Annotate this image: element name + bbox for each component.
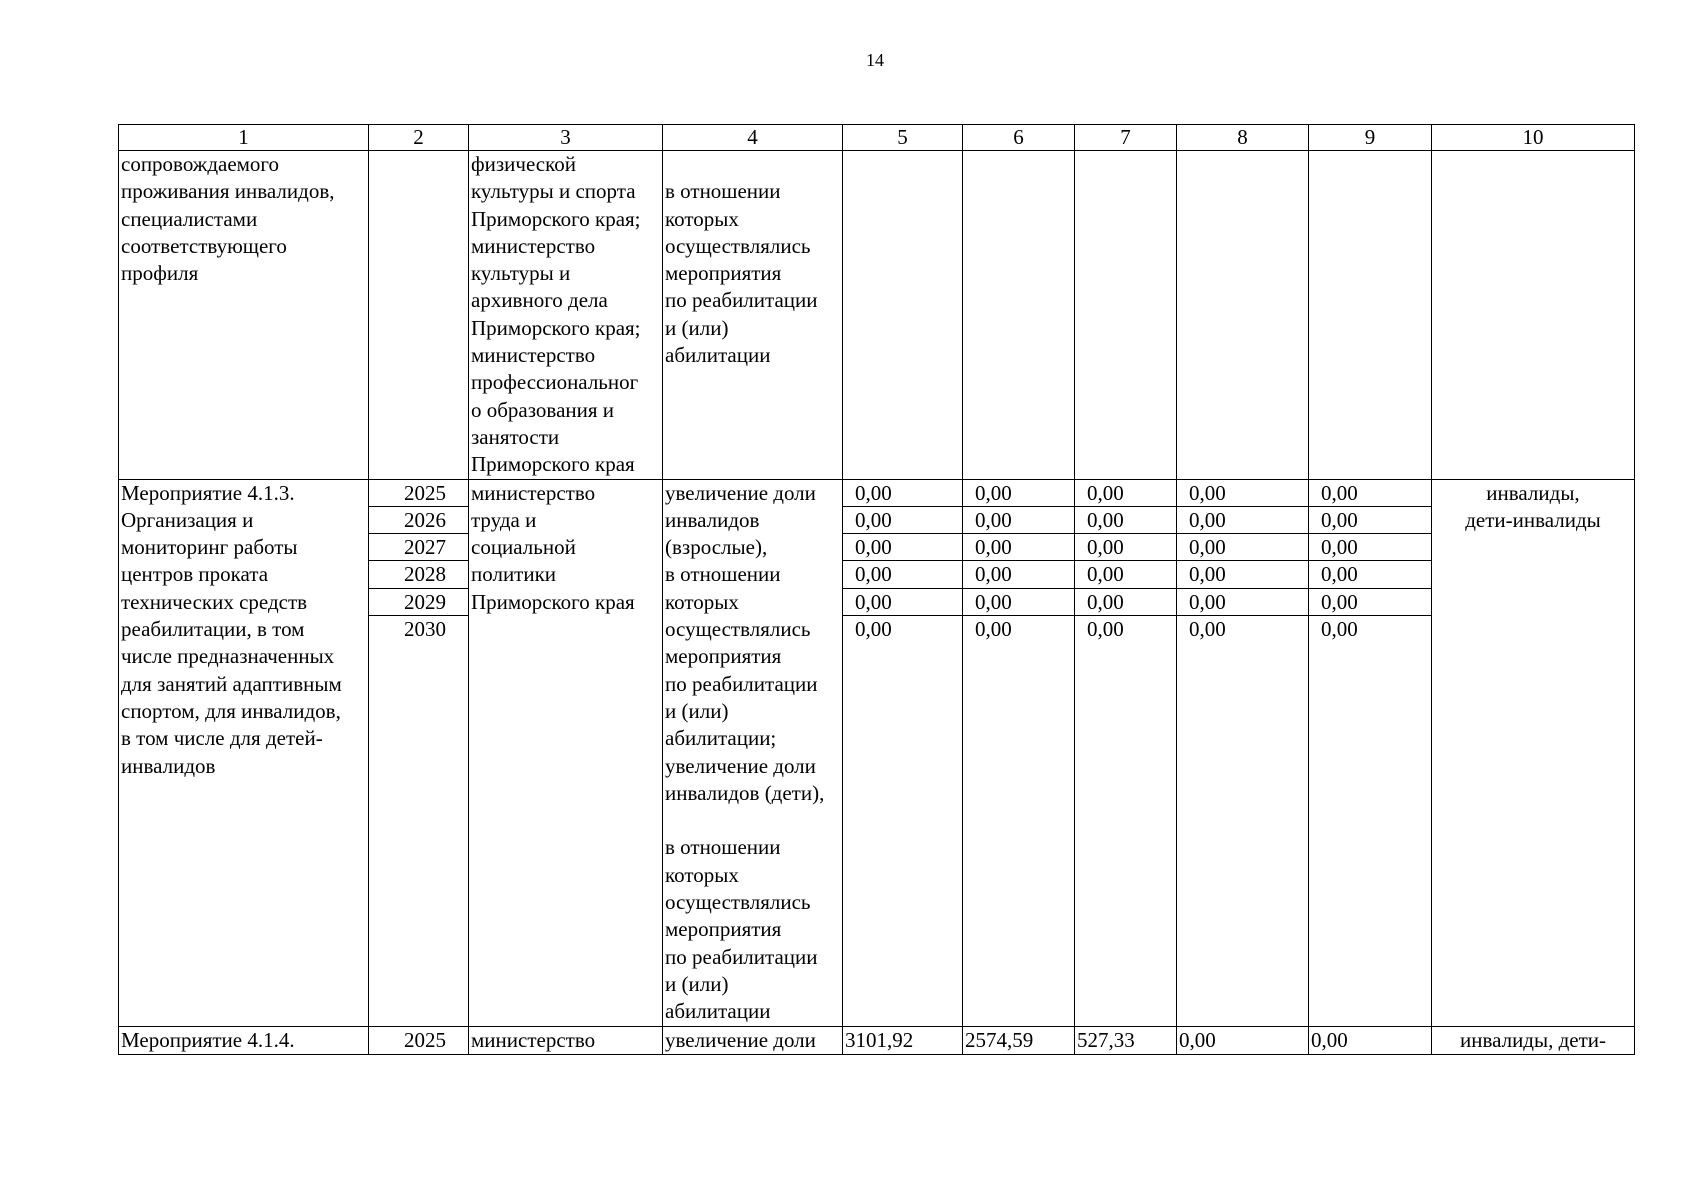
- amount-value: 0,00: [855, 617, 892, 642]
- header-col-5: 5: [843, 125, 963, 151]
- col8-cell: 0,00: [1177, 1026, 1309, 1054]
- amount-value: 0,00: [1177, 534, 1308, 561]
- amount-value: 0,00: [1087, 617, 1124, 642]
- amount-value: 0,00: [1177, 589, 1308, 616]
- amount-value: 0,00: [975, 617, 1012, 642]
- col8-cell: [1177, 151, 1309, 480]
- header-col-9: 9: [1309, 125, 1432, 151]
- year-value: 2025: [369, 480, 468, 507]
- amount-value: 0,00: [1075, 561, 1176, 588]
- col6-cell: [963, 151, 1075, 480]
- col5-cell: 3101,92: [843, 1026, 963, 1054]
- year-value: 2026: [369, 507, 468, 534]
- amount-value: 0,00: [1075, 534, 1176, 561]
- amount-value: 0,00: [963, 480, 1074, 507]
- amount-value: 0,00: [1075, 507, 1176, 534]
- amount-value: 0,00: [843, 534, 962, 561]
- amount-value: 0,00: [963, 534, 1074, 561]
- executor-cell: министерство: [469, 1026, 663, 1054]
- measure-name-cell: Мероприятие 4.1.4.: [119, 1026, 369, 1054]
- target-cell: [1432, 151, 1635, 480]
- year-value: 2028: [369, 561, 468, 588]
- table-row-measure-4-1-4: [119, 1026, 1635, 1054]
- table-row-continuation: [119, 151, 1635, 480]
- amount-value: 0,00: [963, 507, 1074, 534]
- indicator-cell: в отношении которых осуществлялись мероприятия по реабилитации и (или) абилитации: [663, 151, 843, 480]
- amount-value: 0,00: [843, 507, 962, 534]
- col5-cell: [843, 479, 963, 1026]
- header-col-6: 6: [963, 125, 1075, 151]
- amount-value: 0,00: [843, 589, 962, 616]
- target-cell: инвалиды, дети-инвалиды: [1432, 479, 1635, 1026]
- col6-cell: 2574,59: [963, 1026, 1075, 1054]
- measure-name-cell: Мероприятие 4.1.3. Организация и мониторинг работы центров проката технических средств реабилитации, в том числе предназначенных для занятий адаптивным спортом, для инвалидов, в том числе для детей- инвалидов: [119, 479, 369, 1026]
- amount-value: 0,00: [1177, 561, 1308, 588]
- col9-cell: [1309, 479, 1432, 1026]
- amount-value: 0,00: [1321, 617, 1358, 642]
- amount-value: 0,00: [1177, 507, 1308, 534]
- col7-cell: [1075, 151, 1177, 480]
- col6-cell: [963, 479, 1075, 1026]
- header-row: [119, 125, 1635, 151]
- year-value: 2029: [369, 589, 468, 616]
- amount-value: 0,00: [1309, 561, 1431, 588]
- amount-value: 0,00: [1189, 617, 1226, 642]
- amount-value: 0,00: [1177, 480, 1308, 507]
- year-value: 2030: [404, 617, 446, 642]
- target-cell: инвалиды, дети-: [1432, 1026, 1635, 1054]
- amount-value: 0,00: [1309, 507, 1431, 534]
- col9-cell: 0,00: [1309, 1026, 1432, 1054]
- header-col-10: 10: [1432, 125, 1635, 151]
- indicator-cell: увеличение доли инвалидов (взрослые), в отношении которых осуществлялись мероприятия по реабилитации и (или) абилитации; увеличение доли инвалидов (дети), в отношении которых осуществлялись мероприятия по реабилитации и (или) абилитации: [663, 479, 843, 1026]
- col9-cell: [1309, 151, 1432, 480]
- table-row-measure-4-1-3: [119, 479, 1635, 1026]
- amount-value: 0,00: [843, 561, 962, 588]
- amount-value: 0,00: [963, 589, 1074, 616]
- executor-cell: министерство труда и социальной политики Приморского края: [469, 479, 663, 1026]
- amount-value: 0,00: [1075, 589, 1176, 616]
- indicator-cell: увеличение доли: [663, 1026, 843, 1054]
- header-col-1: 1: [119, 125, 369, 151]
- header-col-4: 4: [663, 125, 843, 151]
- amount-value: 0,00: [1309, 480, 1431, 507]
- amount-value: 0,00: [963, 561, 1074, 588]
- measure-name-cell: сопровождаемого проживания инвалидов, специалистами соотвeтствующего профиля: [119, 151, 369, 480]
- header-col-7: 7: [1075, 125, 1177, 151]
- amount-value: 0,00: [1075, 480, 1176, 507]
- year-cell: [369, 151, 469, 480]
- amount-value: 0,00: [1309, 534, 1431, 561]
- col8-cell: [1177, 479, 1309, 1026]
- col5-cell: [843, 151, 963, 480]
- header-col-2: 2: [369, 125, 469, 151]
- amount-value: 0,00: [843, 480, 962, 507]
- col7-cell: [1075, 479, 1177, 1026]
- years-cell: [369, 479, 469, 1026]
- amount-value: 0,00: [1309, 589, 1431, 616]
- header-col-3: 3: [469, 125, 663, 151]
- years-stack: [369, 480, 468, 644]
- header-col-8: 8: [1177, 125, 1309, 151]
- page-number: 14: [866, 50, 884, 70]
- year-value: 2027: [369, 534, 468, 561]
- year-cell: 2025: [369, 1026, 469, 1054]
- col7-cell: 527,33: [1075, 1026, 1177, 1054]
- executor-cell: физической культуры и спорта Приморского края; министерство культуры и архивного дела Приморского края; министерство профессиональног о образования и занятости Приморского края: [469, 151, 663, 480]
- measures-table: [118, 124, 1635, 1055]
